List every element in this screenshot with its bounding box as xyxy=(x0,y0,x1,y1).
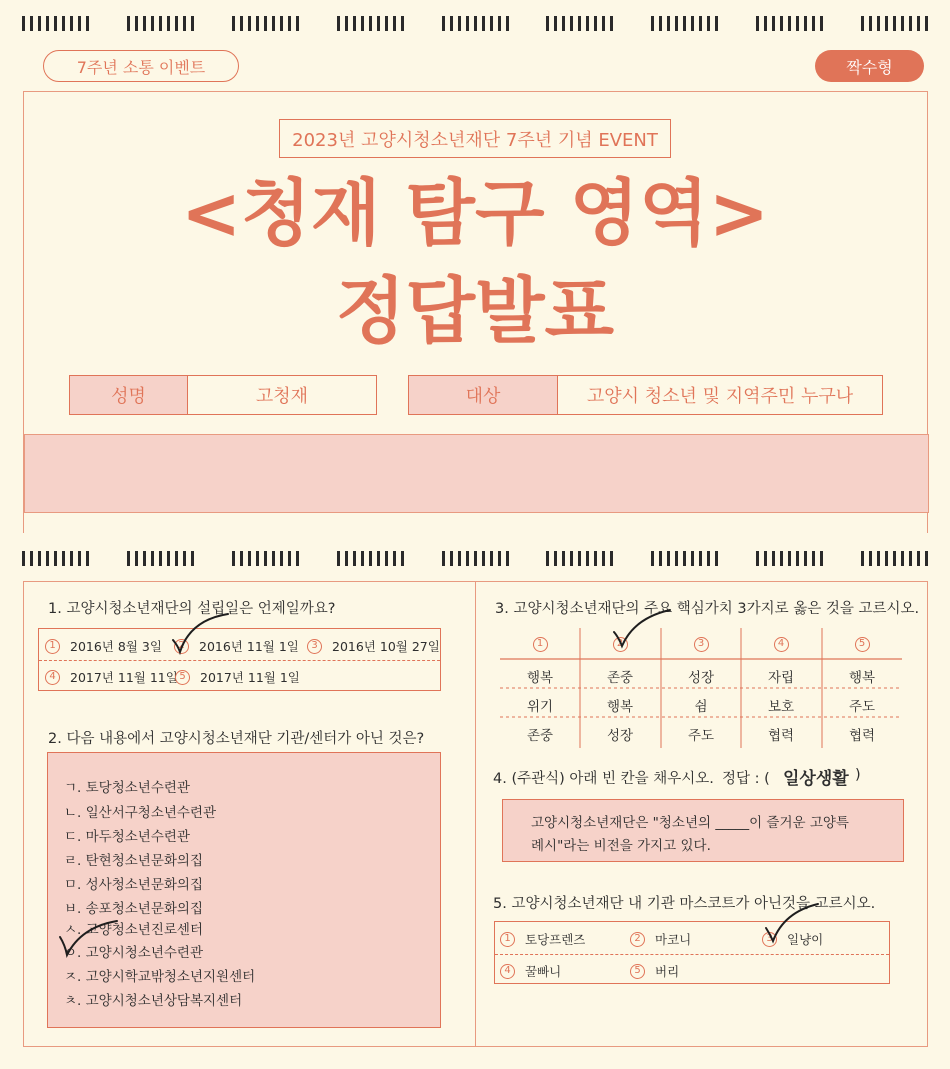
q4-statement-line-1: 고양시청소년재단은 "청소년의 _____이 즐거운 고양특 xyxy=(531,815,849,831)
q3-cell: 행복 xyxy=(848,670,876,686)
page-title: <청재 탐구 영역> xyxy=(180,171,770,255)
q5-check-icon xyxy=(760,900,830,945)
pink-band xyxy=(24,434,929,513)
q5-option-4[interactable]: 4 꿀빠니 xyxy=(500,962,561,980)
q2-item: ㄹ. 탄현청소년문화의집 xyxy=(64,853,203,869)
q3-header-number: 5 xyxy=(855,637,870,652)
q1-check-icon xyxy=(168,610,238,655)
q3-cell: 주도 xyxy=(687,728,715,744)
q1-option-1[interactable]: 1 2016년 8월 3일 xyxy=(45,637,162,655)
q3-cell: 성장 xyxy=(606,728,634,744)
q3-header-number: 1 xyxy=(533,637,548,652)
q2-item: ㄱ. 토당청소년수련관 xyxy=(64,780,190,796)
q3-cell: 협력 xyxy=(848,728,876,744)
q4-statement-box xyxy=(502,799,904,862)
column-divider xyxy=(475,581,476,1047)
perforation-middle xyxy=(22,551,928,566)
target-label: 대상 xyxy=(409,376,558,414)
q4-statement-line-2: 례시"라는 비전을 가지고 있다. xyxy=(531,838,711,854)
q3-header-number: 2 xyxy=(613,637,628,652)
name-value: 고청재 xyxy=(188,376,376,414)
q3-header-cell[interactable] xyxy=(500,636,580,652)
q2-item: ㅅ. 고양청소년진로센터 xyxy=(64,922,203,938)
q2-item: ㄷ. 마두청소년수련관 xyxy=(64,829,190,845)
q5-option-2[interactable]: 2 마코니 xyxy=(630,930,691,948)
q1-question: 1. 고양시청소년재단의 설립일은 언제일까요? xyxy=(48,601,336,617)
q3-cell: 행복 xyxy=(606,699,634,715)
q4-answer-label: 정답 : ( xyxy=(722,771,770,787)
q1-option-4[interactable]: 4 2017년 11월 11일 xyxy=(45,668,178,686)
q3-question: 3. 고양시청소년재단의 주요 핵심가치 3가지로 옳은 것을 고르시오. xyxy=(495,601,920,617)
q2-question: 2. 다음 내용에서 고양시청소년재단 기관/센터가 아닌 것은? xyxy=(48,731,425,747)
applause-pill: 짝수형 xyxy=(815,50,924,82)
q2-item: ㅁ. 성사청소년문화의집 xyxy=(64,877,203,893)
q3-cell: 행복 xyxy=(526,670,554,686)
page-subtitle: 정답발표 xyxy=(335,269,615,353)
q2-item: ㄴ. 일산서구청소년수련관 xyxy=(64,805,217,821)
q3-cell: 주도 xyxy=(848,699,876,715)
q3-cell: 위기 xyxy=(526,699,554,715)
q3-cell: 성장 xyxy=(687,670,715,686)
q2-check-icon xyxy=(55,915,125,960)
event-title: 2023년 고양시청소년재단 7주년 기념 EVENT xyxy=(279,119,671,158)
q3-cell: 쉼 xyxy=(694,699,708,715)
q3-check-icon xyxy=(608,604,678,649)
q3-cell: 보호 xyxy=(767,699,795,715)
q3-header-number: 4 xyxy=(774,637,789,652)
perforation-top xyxy=(22,16,928,31)
name-label: 성명 xyxy=(70,376,188,414)
q1-option-3[interactable]: 3 2016년 10월 27일 xyxy=(307,637,440,655)
q2-item: ㅂ. 송포청소년문화의집 xyxy=(64,901,203,917)
target-info xyxy=(408,375,883,415)
q3-cell: 협력 xyxy=(767,728,795,744)
q4-question: 4. (주관식) 아래 빈 칸을 채우시오. xyxy=(493,771,714,787)
q3-cell: 존중 xyxy=(526,728,554,744)
q3-cell: 자립 xyxy=(767,670,795,686)
q2-item: ㅇ. 고양시청소년수련관 xyxy=(64,945,203,961)
q2-item: ㅈ. 고양시학교밖청소년지원센터 xyxy=(64,969,256,985)
q3-cell: 존중 xyxy=(606,670,634,686)
q5-option-5[interactable]: 5 버리 xyxy=(630,962,679,980)
q3-header-cell[interactable] xyxy=(822,636,902,652)
name-info xyxy=(69,375,377,415)
q5-question: 5. 고양시청소년재단 내 기관 마스코트가 아닌것을 고르시오. xyxy=(493,896,876,912)
q4-answer-close: ) xyxy=(855,767,861,783)
q3-header-cell[interactable] xyxy=(741,636,821,652)
q1-option-5[interactable]: 5 2017년 11월 1일 xyxy=(175,668,300,686)
q5-option-1[interactable]: 1 토당프렌즈 xyxy=(500,930,585,948)
target-value: 고양시 청소년 및 지역주민 누구나 xyxy=(558,376,882,414)
q5-option-3[interactable]: 3 일냥이 xyxy=(762,930,823,948)
q2-item: ㅊ. 고양시청소년상담복지센터 xyxy=(64,993,243,1009)
event-pill: 7주년 소통 이벤트 xyxy=(43,50,239,82)
q1-option-2[interactable]: 2 2016년 11월 1일 xyxy=(174,637,299,655)
q4-answer-value: 일상생활 xyxy=(783,769,849,789)
q3-header-number: 3 xyxy=(694,637,709,652)
